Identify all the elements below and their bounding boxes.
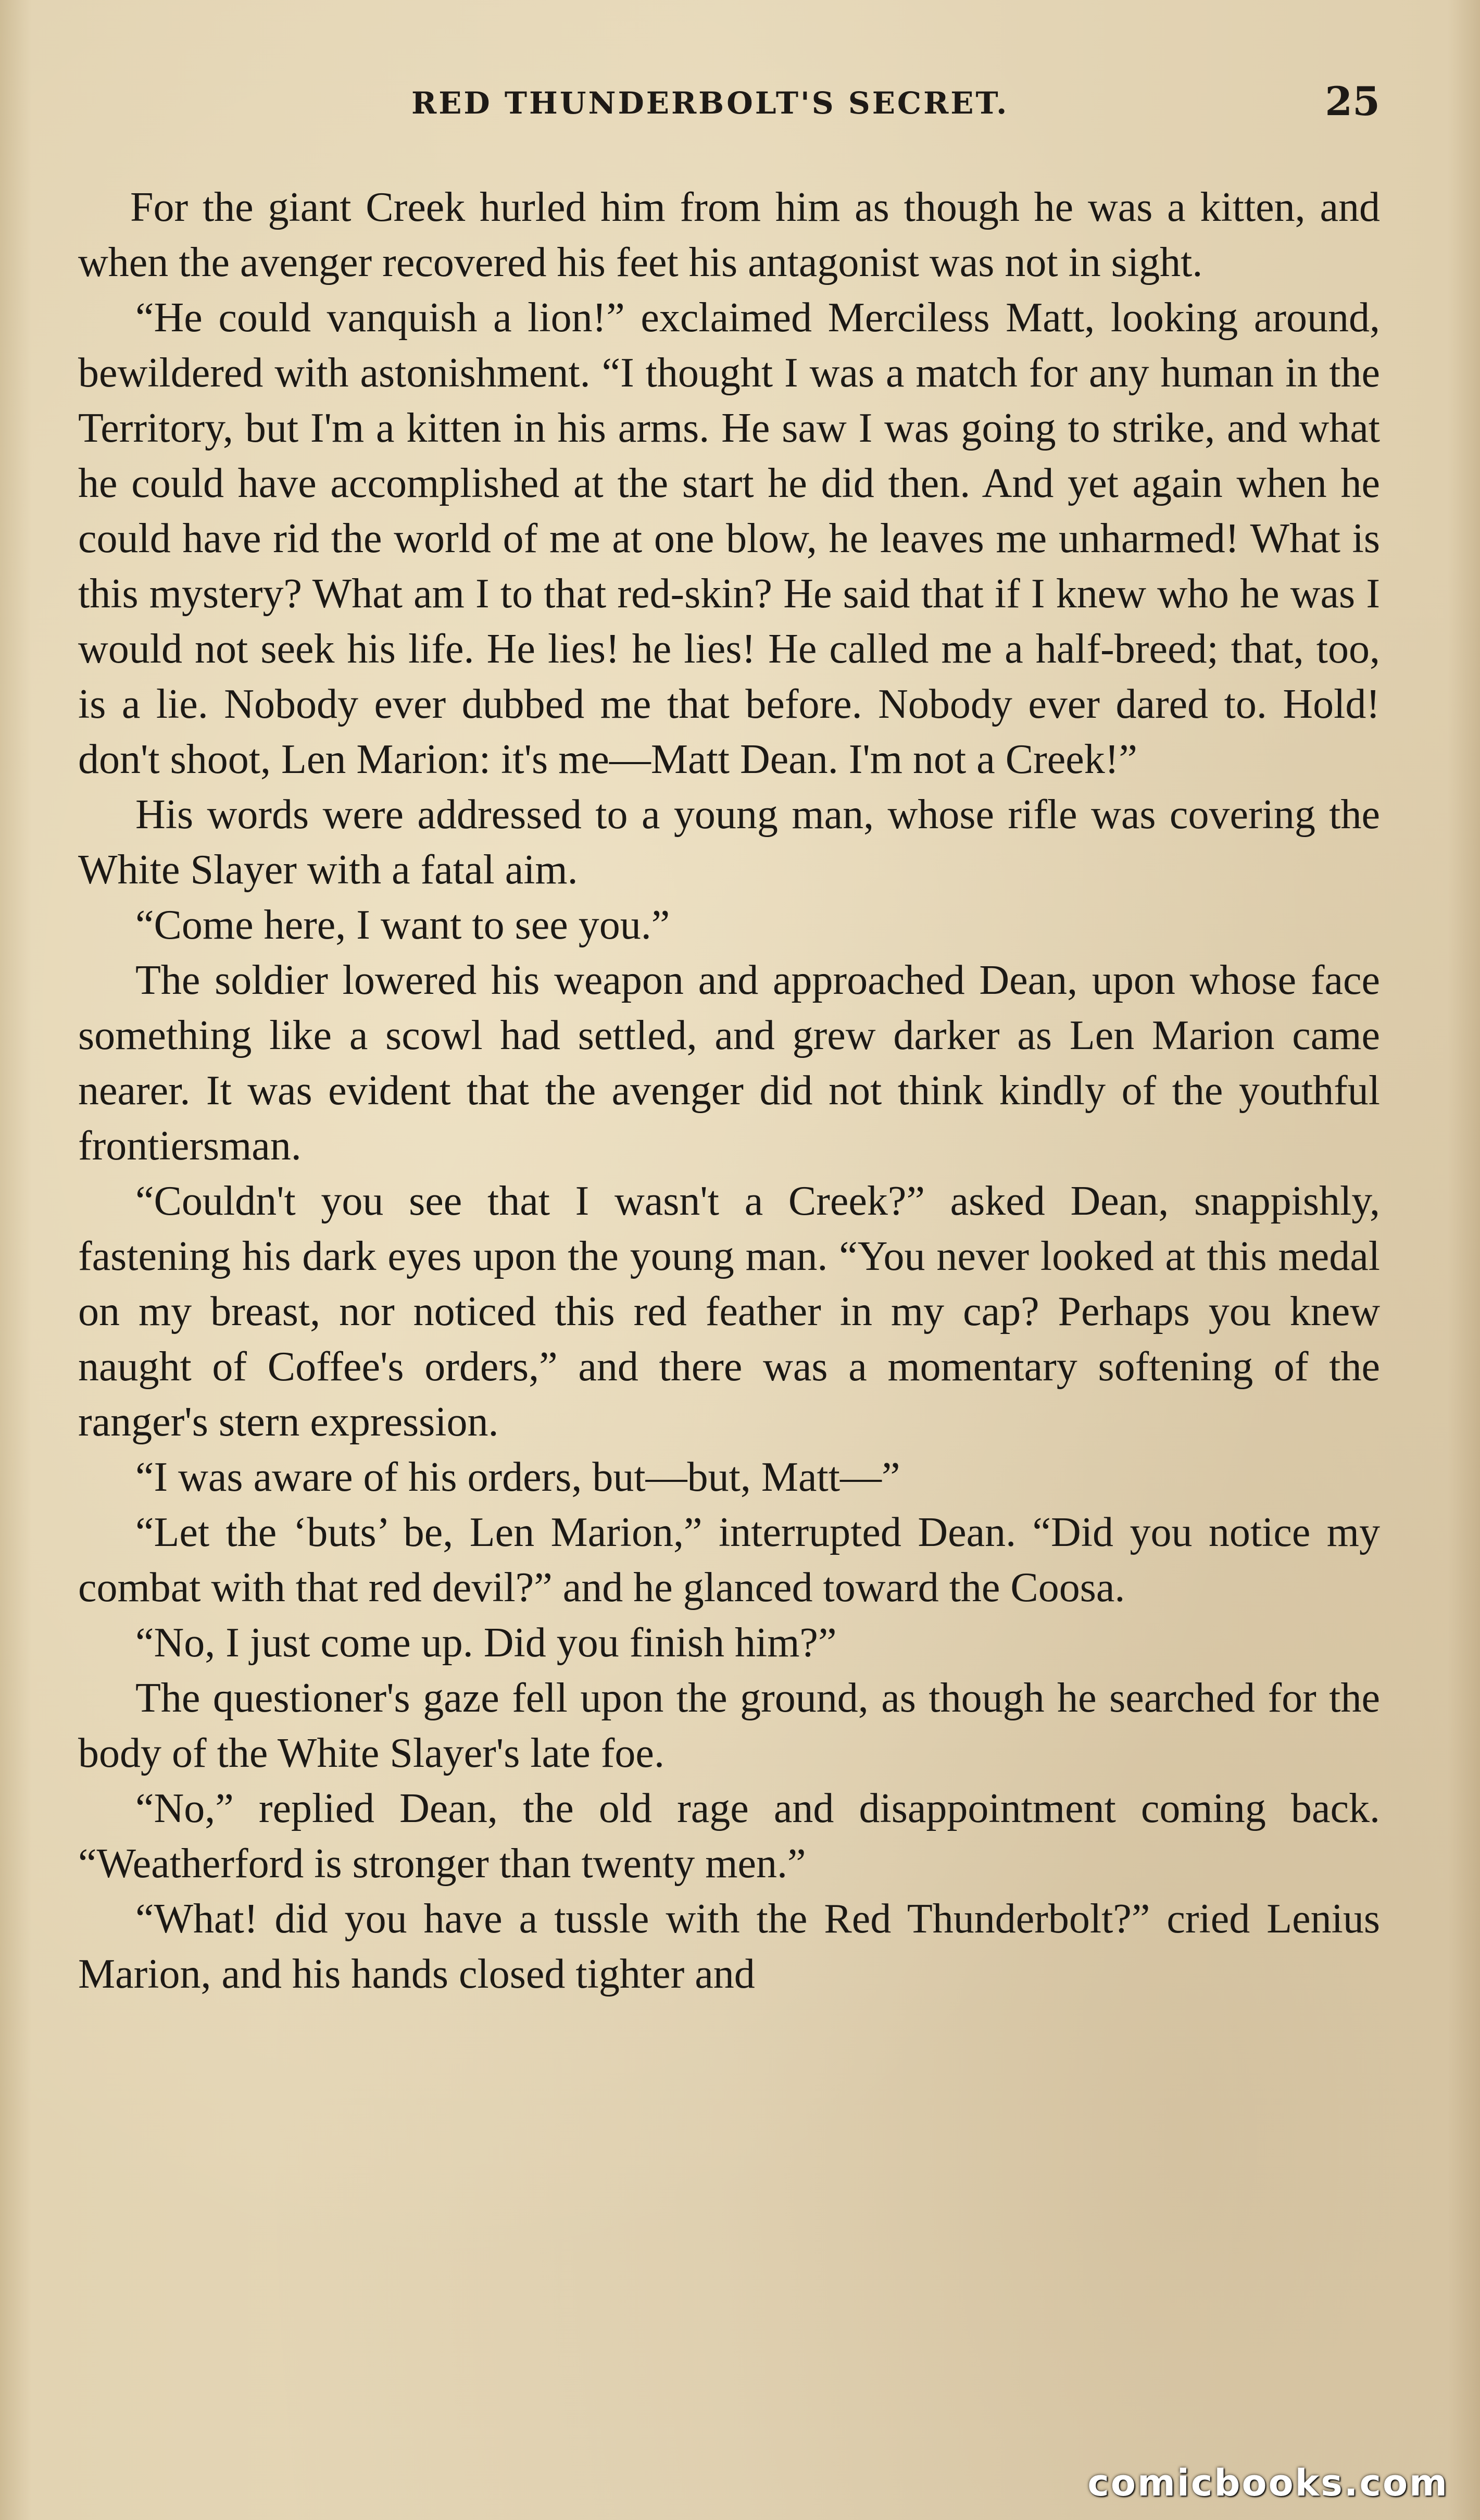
watermark: comicbooks.com (1087, 2462, 1449, 2504)
paragraph: “No,” replied Dean, the old rage and disappointment coming back. “Weatherford is stronger than twenty men.” (78, 1786, 1380, 1887)
page-number: 25 (1325, 78, 1380, 124)
page-header (78, 78, 1380, 135)
paragraph: “No, I just come up. Did you finish him?” (135, 1620, 837, 1666)
paragraph: For the giant Creek hurled him from him as though he was a kitten, and when the avenger recovered his feet his antagonist was not in sight. (78, 184, 1380, 285)
paragraph: “What! did you have a tussle with the Red Thunderbolt?” cried Lenius Marion, and his hands closed tighter and (78, 1896, 1380, 1997)
body-text (78, 180, 1380, 2002)
paragraph: “Let the ‘buts’ be, Len Marion,” interrupted Dean. “Did you notice my combat with that red devil?” and he glanced toward the Coosa. (78, 1509, 1380, 1611)
paragraph: “He could vanquish a lion!” exclaimed Merciless Matt, looking around, bewildered with astonishment. “I thought I was a match for any human in the Territory, but I'm a kitten in his arms. He saw I was going to strike, and what he could have accomplished at the start he did then. And yet again when he could have rid the world of me at one blow, he leaves me unharmed! What is this mystery? What am I to that red-skin? He said that if I knew who he was I would not seek his life. He lies! he lies! He called me a half-breed; that, too, is a lie. Nobody ever dubbed me that before. Nobody ever dared to. Hold! don't shoot, Len Marion: it's me—Matt Dean. I'm not a Creek!” (78, 295, 1380, 782)
running-title: RED THUNDERBOLT'S SECRET. (411, 85, 1009, 121)
paragraph: “I was aware of his orders, but—but, Matt—” (135, 1454, 900, 1500)
paragraph: The soldier lowered his weapon and approached Dean, upon whose face something like a scowl had settled, and grew darker as Len Marion came nearer. It was evident that the avenger did not think kindly of the youthful frontiersman. (78, 957, 1380, 1169)
paragraph: “Couldn't you see that I wasn't a Creek?” asked Dean, snappishly, fastening his dark eyes upon the young man. “You never looked at this medal on my breast, nor noticed this red feather in my cap? Perhaps you knew naught of Coffee's orders,” and there was a momentary softening of the ranger's stern expression. (78, 1178, 1380, 1445)
paragraph: The questioner's gaze fell upon the ground, as though he searched for the body of the White Slayer's late foe. (78, 1675, 1380, 1776)
paragraph: “Come here, I want to see you.” (135, 902, 670, 948)
paragraph: His words were addressed to a young man, whose rifle was covering the White Slayer with a fatal aim. (78, 792, 1380, 893)
